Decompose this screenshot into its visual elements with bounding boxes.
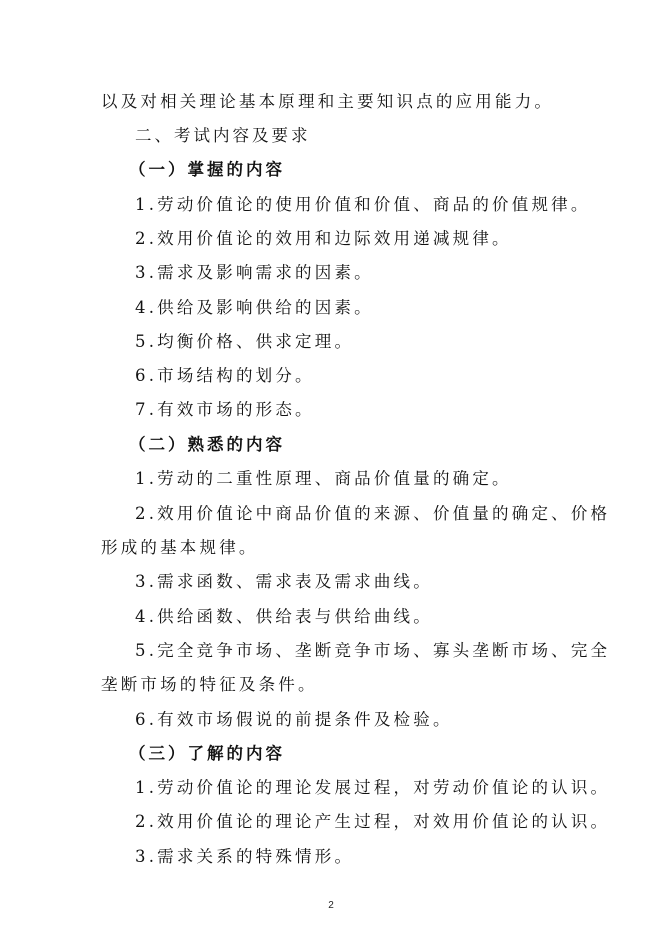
- subsection-heading-understand: （三）了解的内容: [129, 744, 285, 763]
- list-item: 3.需求关系的特殊情形。: [135, 847, 355, 866]
- list-item: 6.市场结构的划分。: [135, 366, 315, 385]
- list-item: 2.效用价值论的效用和边际效用递减规律。: [135, 229, 512, 248]
- list-item: 4.供给及影响供给的因素。: [135, 298, 374, 317]
- page-number: 2: [328, 900, 334, 911]
- list-item: 2.效用价值论中商品价值的来源、价值量的确定、价格: [135, 504, 611, 523]
- list-item: 5.完全竞争市场、垄断竞争市场、寡头垄断市场、完全: [135, 641, 611, 660]
- list-item: 7.有效市场的形态。: [135, 400, 315, 419]
- list-item: 1.劳动价值论的理论发展过程，对劳动价值论的认识。: [135, 778, 611, 797]
- list-item: 3.需求函数、需求表及需求曲线。: [135, 572, 433, 591]
- list-item: 3.需求及影响需求的因素。: [135, 263, 374, 282]
- subsection-heading-master: （一）掌握的内容: [129, 160, 285, 179]
- list-item: 6.有效市场假说的前提条件及检验。: [135, 710, 453, 729]
- paragraph-continuation: 以及对相关理论基本原理和主要知识点的应用能力。: [101, 92, 555, 111]
- list-item: 1.劳动的二重性原理、商品价值量的确定。: [135, 469, 512, 488]
- list-item-continuation: 形成的基本规律。: [101, 538, 259, 557]
- list-item: 1.劳动价值论的使用价值和价值、商品的价值规律。: [135, 195, 591, 214]
- list-item: 2.效用价值论的理论产生过程，对效用价值论的认识。: [135, 812, 611, 831]
- list-item: 5.均衡价格、供求定理。: [135, 332, 355, 351]
- subsection-heading-familiar: （二）熟悉的内容: [129, 435, 285, 454]
- list-item-continuation: 垄断市场的特征及条件。: [101, 675, 318, 694]
- list-item: 4.供给函数、供给表与供给曲线。: [135, 607, 433, 626]
- section-heading: 二、考试内容及要求: [135, 126, 311, 145]
